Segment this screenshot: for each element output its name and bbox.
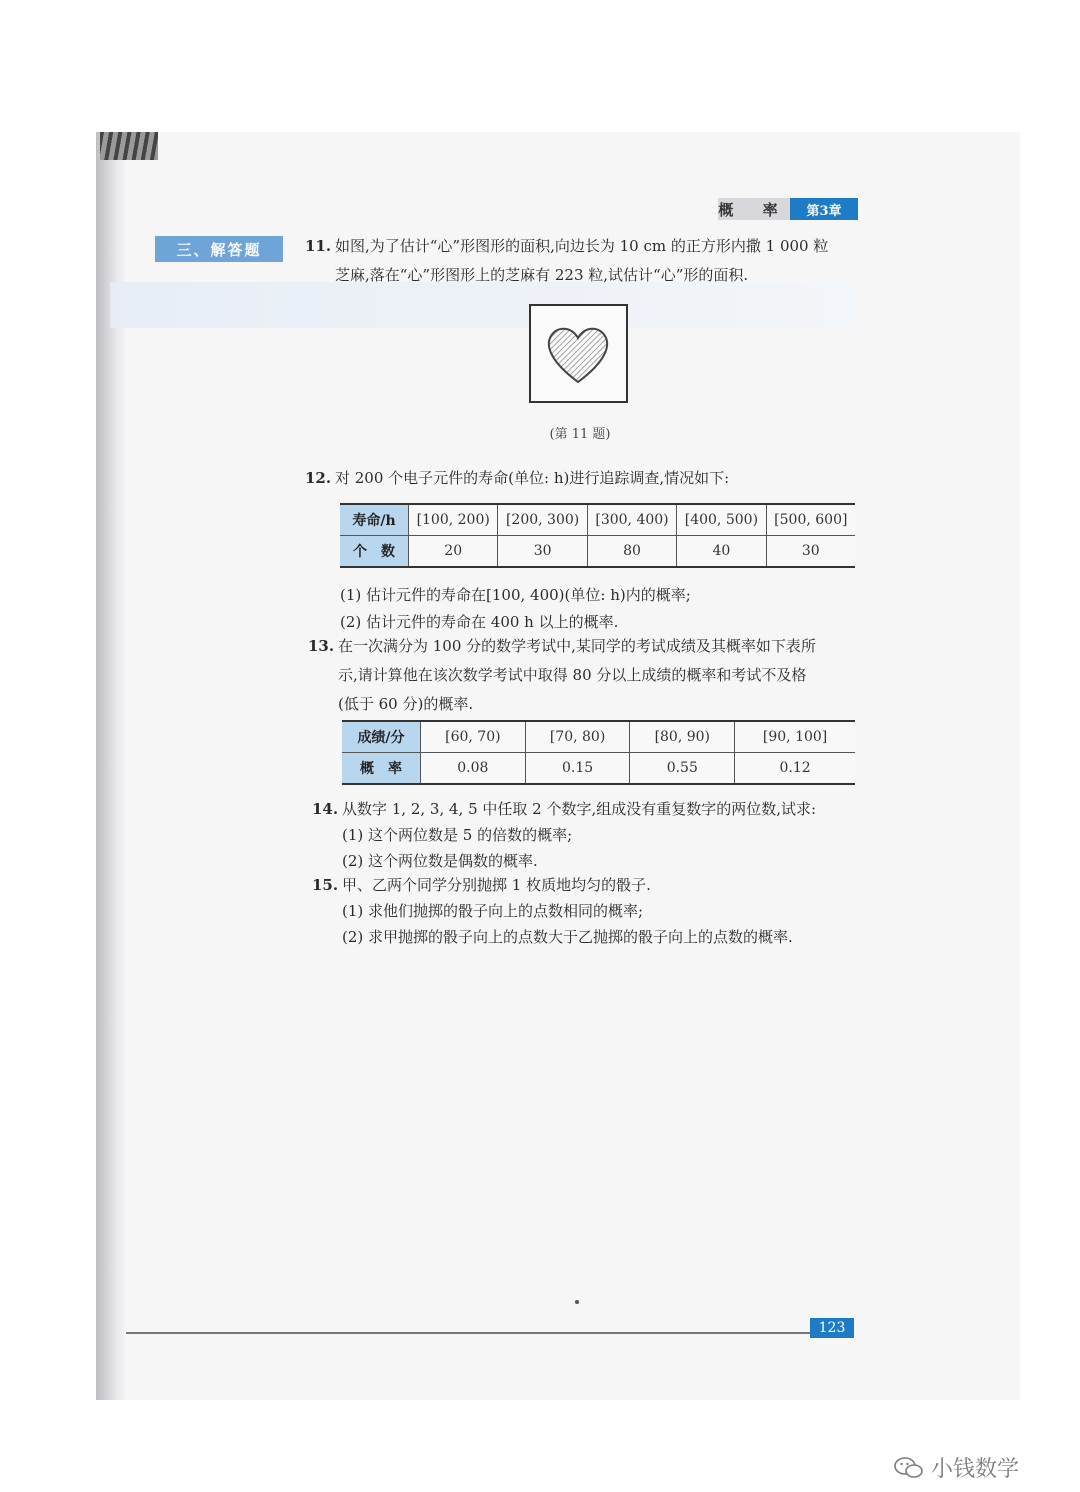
watermark-text: 小钱数学 [931, 1457, 1020, 1482]
question-number: 13. [308, 637, 335, 655]
question-12-subparts [340, 582, 691, 636]
question-number: 15. [312, 876, 339, 894]
subquestion: (1) 求他们抛掷的骰子向上的点数相同的概率; [342, 902, 644, 920]
question-14 [312, 796, 816, 874]
question-number: 12. [305, 469, 332, 487]
question-number: 11. [305, 237, 332, 255]
question-text: 对 200 个电子元件的寿命(单位: h)进行追踪调查,情况如下: [335, 469, 730, 487]
table-cell: 40 [677, 536, 766, 568]
table-cell: [200, 300) [498, 504, 587, 536]
question-text: 从数字 1, 2, 3, 4, 5 中任取 2 个数字,组成没有重复数字的两位数,试求: [342, 800, 817, 818]
subquestion: (2) 求甲抛掷的骰子向上的点数大于乙抛掷的骰子向上的点数的概率. [342, 928, 793, 946]
table-row [340, 504, 855, 536]
table-cell: [500, 600] [766, 504, 855, 536]
heart-icon [531, 306, 626, 401]
table-cell: [60, 70) [421, 721, 526, 753]
square-figure [529, 304, 628, 403]
question-text: 如图,为了估计“心”形图形的面积,向边长为 10 cm 的正方形内撒 1 000 粒 [335, 237, 829, 255]
table-header-cell: 成绩/分 [342, 721, 421, 753]
subquestion: (2) 估计元件的寿命在 400 h 以上的概率. [340, 613, 619, 631]
score-probability-table [342, 720, 855, 785]
question-text: 芝麻,落在“心”形图形上的芝麻有 223 粒,试估计“心”形的面积. [335, 266, 749, 284]
table-cell: [90, 100] [735, 721, 855, 753]
lifetime-table [340, 503, 855, 568]
table-cell: [100, 200) [409, 504, 498, 536]
subquestion: (1) 估计元件的寿命在[100, 400)(单位: h)内的概率; [340, 586, 691, 604]
chapter-name: 概 率 [718, 198, 790, 220]
section-title: 三、解答题 [155, 236, 283, 262]
chapter-header [718, 198, 858, 220]
table-header-cell: 个 数 [340, 536, 409, 568]
figure-caption: (第 11 题) [549, 427, 611, 442]
table-row [342, 721, 855, 753]
watermark [893, 1452, 1019, 1483]
question-text: (低于 60 分)的概率. [338, 695, 474, 713]
question-12 [305, 464, 729, 493]
chapter-number: 第3章 [790, 198, 858, 220]
table-cell: [70, 80) [525, 721, 630, 753]
table-cell: 20 [409, 536, 498, 568]
wechat-icon [893, 1456, 925, 1480]
table-cell: [300, 400) [587, 504, 676, 536]
table-header-cell: 寿命/h [340, 504, 409, 536]
question-13 [308, 632, 816, 719]
subquestion: (2) 这个两位数是偶数的概率. [342, 852, 538, 870]
table-row [340, 536, 855, 568]
table-header-cell: 概 率 [342, 753, 421, 785]
question-15 [312, 872, 793, 950]
book-spine-edge [100, 132, 158, 160]
subquestion: (1) 这个两位数是 5 的倍数的概率; [342, 826, 573, 844]
footer-rule [126, 1332, 810, 1334]
table-cell: 0.55 [630, 753, 735, 785]
page-number: 123 [810, 1318, 854, 1338]
question-11 [305, 232, 828, 290]
table-cell: 0.12 [735, 753, 855, 785]
question-text: 示,请计算他在该次数学考试中取得 80 分以上成绩的概率和考试不及格 [338, 666, 807, 684]
table-cell: 80 [587, 536, 676, 568]
question-text: 甲、乙两个同学分别抛掷 1 枚质地均匀的骰子. [342, 876, 651, 894]
question-number: 14. [312, 800, 339, 818]
table-row [342, 753, 855, 785]
table-cell: [80, 90) [630, 721, 735, 753]
page-mark [575, 1300, 579, 1304]
table-cell: 0.15 [525, 753, 630, 785]
table-cell: 30 [498, 536, 587, 568]
table-cell: 30 [766, 536, 855, 568]
table-cell: 0.08 [421, 753, 526, 785]
table-cell: [400, 500) [677, 504, 766, 536]
question-text: 在一次满分为 100 分的数学考试中,某同学的考试成绩及其概率如下表所 [338, 637, 816, 655]
